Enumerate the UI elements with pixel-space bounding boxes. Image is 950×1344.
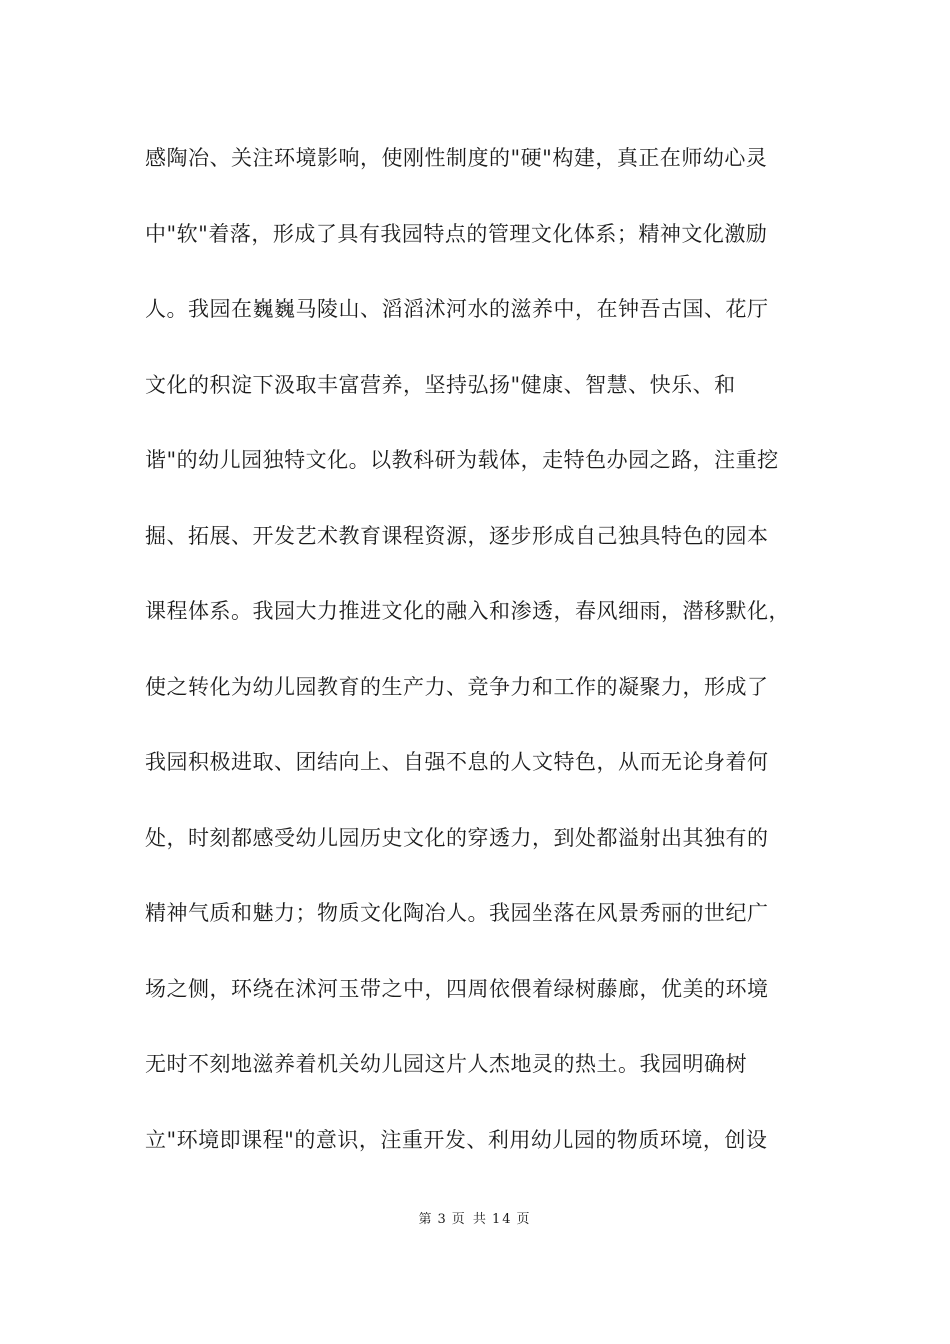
page-footer <box>0 1208 950 1227</box>
text-line-3: 人。我园在巍巍马陵山、滔滔沭河水的滋养中，在钟吾古国、花厅 <box>145 297 769 321</box>
text-line-10: 处，时刻都感受幼儿园历史文化的穿透力，到处都溢射出其独有的 <box>145 825 769 850</box>
text-line-1: 感陶冶、关注环境影响，使刚性制度的"硬"构建，真正在师幼心灵 <box>145 146 768 170</box>
current-page-number: 3 <box>437 1212 448 1227</box>
page-label-prefix: 第 <box>418 1212 434 1227</box>
page-label-mid: 页 共 <box>451 1212 488 1227</box>
text-line-9: 我园积极进取、团结向上、自强不息的人文特色，从而无论身着何 <box>145 750 769 774</box>
page-label-suffix: 页 <box>516 1212 532 1227</box>
text-line-4: 文化的积淀下汲取丰富营养，坚持弘扬"健康、智慧、快乐、和 <box>145 372 736 397</box>
text-line-6: 掘、拓展、开发艺术教育课程资源，逐步形成自己独具特色的园本 <box>145 523 769 548</box>
text-line-11: 精神气质和魅力；物质文化陶冶人。我园坐落在风景秀丽的世纪广 <box>145 901 769 925</box>
text-line-2: 中"软"着落，形成了具有我园特点的管理文化体系；精神文化激励 <box>145 221 768 246</box>
text-line-13: 无时不刻地滋养着机关幼儿园这片人杰地灵的热土。我园明确树 <box>145 1052 747 1076</box>
body-text <box>145 137 835 1194</box>
text-line-12: 场之侧，环绕在沭河玉带之中，四周依偎着绿树藤廊，优美的环境 <box>145 976 769 1001</box>
total-pages-number: 14 <box>491 1212 513 1227</box>
text-line-5: 谐"的幼儿园独特文化。以教科研为载体，走特色办园之路，注重挖 <box>145 448 779 472</box>
text-line-8: 使之转化为幼儿园教育的生产力、竞争力和工作的凝聚力，形成了 <box>145 674 769 699</box>
text-line-7: 课程体系。我园大力推进文化的融入和渗透，春风细雨，潜移默化， <box>145 599 790 623</box>
text-line-14: 立"环境即课程"的意识，注重开发、利用幼儿园的物质环境，创设 <box>145 1127 768 1152</box>
